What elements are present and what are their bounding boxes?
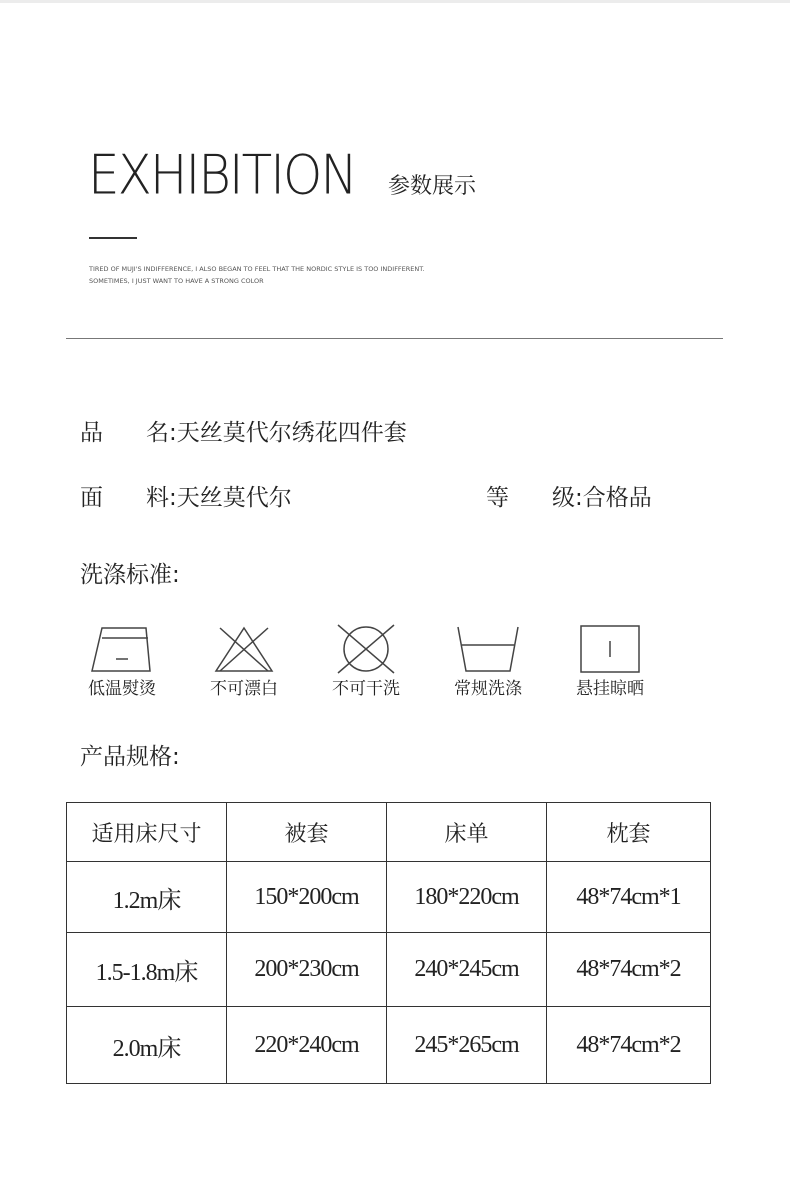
table-cell: 48*74cm*1 <box>547 862 711 933</box>
table-cell: 240*245cm <box>387 933 547 1007</box>
no-bleach-icon <box>212 623 276 675</box>
care-label-bleach: 不可漂白 <box>210 679 278 699</box>
table-cell: 220*240cm <box>227 1007 387 1084</box>
exhibition-subtitle: 参数展示 <box>388 174 477 199</box>
tagline-line-2: SOMETIMES, I JUST WANT TO HAVE A STRONG COLOR <box>89 277 264 285</box>
grade-value: 合格品 <box>582 485 652 511</box>
table-cell: 2.0m床 <box>67 1007 227 1084</box>
low-temperature-iron-icon <box>90 623 154 675</box>
table-cell: 150*200cm <box>227 862 387 933</box>
specs-heading: 产品规格: <box>80 744 180 770</box>
table-header-row <box>67 803 711 862</box>
top-border <box>0 0 790 3</box>
column-header-duvet-cover: 被套 <box>227 803 387 862</box>
care-item-line-dry <box>550 623 670 698</box>
tagline-line-1: TIRED OF MUJI'S INDIFFERENCE, I ALSO BEGAN TO FEEL THAT THE NORDIC STYLE IS TOO INDIFFERENT. <box>89 265 425 273</box>
normal-wash-icon <box>456 623 520 675</box>
grade-label-a: 等 <box>486 485 509 511</box>
table-cell: 48*74cm*2 <box>547 933 711 1007</box>
table-row <box>67 933 711 1007</box>
column-header-bed-sheet: 床单 <box>387 803 547 862</box>
table-row <box>67 1007 711 1084</box>
line-dry-icon <box>578 623 642 675</box>
care-label-iron: 低温熨烫 <box>88 679 156 699</box>
grade-row <box>486 487 652 510</box>
tagline <box>89 263 509 287</box>
table-cell: 1.5-1.8m床 <box>67 933 227 1007</box>
care-label-wash: 常规洗涤 <box>454 679 522 699</box>
fabric-label-a: 面 <box>80 485 103 511</box>
care-label-line-dry: 悬挂晾晒 <box>576 679 644 699</box>
product-name-label-a: 品 <box>80 420 103 446</box>
fabric-label-b: 料: <box>146 485 177 511</box>
care-item-iron <box>62 623 182 698</box>
care-heading: 洗涤标准: <box>80 562 180 588</box>
care-item-dry-clean <box>306 623 426 698</box>
care-item-wash <box>428 623 548 698</box>
title-underline <box>89 237 137 239</box>
table-cell: 48*74cm*2 <box>547 1007 711 1084</box>
no-dry-clean-icon <box>334 623 398 675</box>
table-cell: 245*265cm <box>387 1007 547 1084</box>
table-cell: 200*230cm <box>227 933 387 1007</box>
care-item-bleach <box>184 623 304 698</box>
product-name-label-b: 名: <box>146 420 177 446</box>
column-header-bed-size: 适用床尺寸 <box>67 803 227 862</box>
grade-label-b: 级: <box>552 485 583 511</box>
fabric-row <box>80 487 292 510</box>
care-label-dry-clean: 不可干洗 <box>332 679 400 699</box>
table-cell: 180*220cm <box>387 862 547 933</box>
product-name-row <box>80 422 407 445</box>
fabric-value: 天丝莫代尔 <box>176 485 292 511</box>
table-cell: 1.2m床 <box>67 862 227 933</box>
product-name-value: 天丝莫代尔绣花四件套 <box>176 420 407 446</box>
table-row <box>67 862 711 933</box>
column-header-pillowcase: 枕套 <box>547 803 711 862</box>
exhibition-title: EXHIBITION <box>88 143 356 207</box>
size-spec-table <box>66 802 711 1084</box>
section-divider <box>66 338 723 339</box>
